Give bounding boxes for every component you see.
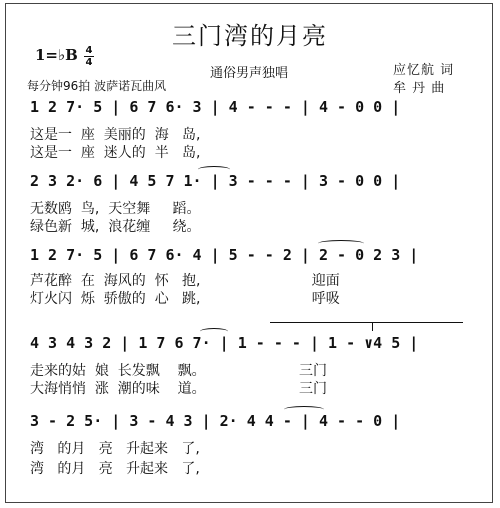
lyric-line-1-verse-2: 这是一 座 迷人的 半 岛, xyxy=(30,145,201,161)
song-title: 三门湾的月亮 xyxy=(172,22,328,50)
slur-mark xyxy=(198,166,230,173)
tempo-marking: 每分钟96拍 波萨诺瓦曲风 xyxy=(27,79,167,93)
lyric-line-5-verse-1: 湾 的月 亮 升起来 了, xyxy=(30,441,200,457)
lyric-line-4-verse-1: 走来的姑 娘 长发飘 飘。 三门 xyxy=(30,363,328,379)
lyric-line-4-verse-2: 大海悄悄 涨 潮的味 道。 三门 xyxy=(30,381,328,397)
composer-credit: 牟 丹 曲 xyxy=(393,81,446,96)
lyric-line-1-verse-1: 这是一 座 美丽的 海 岛, xyxy=(30,127,201,143)
time-signature xyxy=(84,45,94,68)
lyricist-credit: 应忆航 词 xyxy=(393,63,455,78)
lyric-line-2-verse-2: 绿色新 城, 浪花缠 绕。 xyxy=(30,219,201,235)
notation-line-1: 1 2 7· 5 | 6 7 6· 3 | 4 - - - | 4 - 0 0 | xyxy=(30,98,401,116)
notation-line-5: 3 - 2 5· | 3 - 4 3 | 2· 4 4 - | 4 - - 0 | xyxy=(30,412,401,430)
notation-line-3: 1 2 7· 5 | 6 7 6· 4 | 5 - - 2 | 2 - 0 2 3 | xyxy=(30,246,419,264)
volta-bracket-1 xyxy=(270,322,380,331)
slur-mark xyxy=(200,328,228,335)
lyric-line-3-verse-1: 芦花醉 在 海风的 怀 抱, 迎面 xyxy=(30,273,340,289)
notation-line-4: 4 3 4 3 2 | 1 7 6 7· | 1 - - - | 1 - ∨4 5 | xyxy=(30,334,419,352)
time-signature-bottom: 4 xyxy=(85,57,93,68)
tie-mark xyxy=(318,240,364,247)
tie-mark xyxy=(284,406,324,413)
notation-line-2: 2 3 2· 6 | 4 5 7 1· | 3 - - - | 3 - 0 0 | xyxy=(30,172,401,190)
key-signature: 1=♭B xyxy=(35,46,78,64)
song-subtitle: 通俗男声独唱 xyxy=(210,66,289,81)
lyric-line-5-verse-2: 湾 的月 亮 升起来 了, xyxy=(30,461,200,477)
lyric-line-2-verse-1: 无数鸥 鸟, 天空舞 蹈。 xyxy=(30,201,201,217)
volta-bracket-2 xyxy=(372,322,463,331)
time-signature-top: 4 xyxy=(85,45,93,56)
lyric-line-3-verse-2: 灯火闪 烁 骄傲的 心 跳, 呼吸 xyxy=(30,291,340,307)
